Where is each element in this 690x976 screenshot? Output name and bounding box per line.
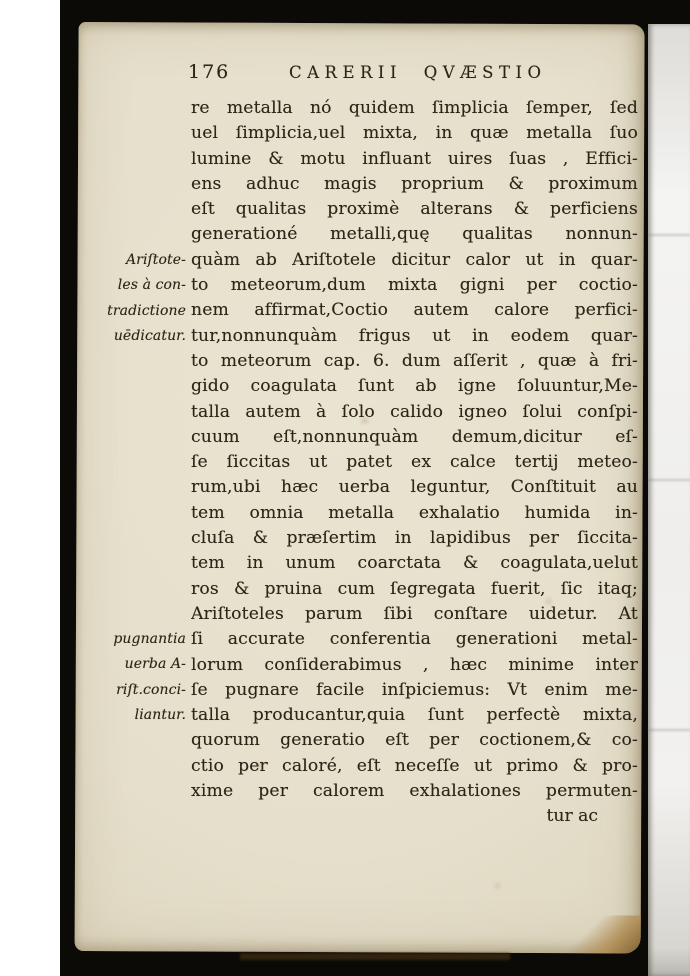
text-line: rum,ubi hæc uerba leguntur, Conſtituit au [191, 477, 638, 498]
margin-note-line: Ariſtote- [125, 252, 186, 268]
margin-note-line: uerba A- [124, 656, 186, 673]
text-line: uel ſimplicia,uel mixta, in quæ metalla ſuo [191, 123, 638, 144]
main-text-block [191, 96, 638, 804]
text-line: ctio per caloré, eſt neceſſe ut primo & pro- [191, 755, 638, 776]
margin-note-line: tradictione [107, 302, 186, 319]
text-line: cuum eſt,nonnunquàm demum,dicitur eſ- [191, 426, 638, 447]
text-line: ros & pruina cum ſegregata fuerit, ſic itaq; [191, 578, 638, 599]
margin-note-line: pugnantia [113, 631, 186, 647]
text-line: ens adhuc magis proprium & proximum [191, 173, 638, 194]
book-backdrop-top-right [645, 0, 690, 26]
edge-streak [648, 729, 690, 731]
text-line: tur,nonnunquàm frigus ut in eodem quar- [191, 325, 638, 346]
text-line: quàm ab Ariſtotele dicitur calor ut in quar- [191, 249, 638, 270]
edge-streak [648, 479, 690, 481]
margin-note-conflicting-words-reconciled [94, 627, 186, 728]
text-line: ſi accurate conferentia generationi metal- [191, 629, 638, 650]
margin-note-aristotle-vindicated [94, 248, 186, 349]
text-line: gido coagulata ſunt ab igne ſoluuntur,Me- [191, 376, 638, 397]
text-line: ſe ſiccitas ut patet ex calce tertij meteo- [191, 452, 638, 473]
text-line: eſt qualitas proximè alterans & perficiens [191, 199, 638, 220]
text-line: lumine & motu influant uires ſuas , Effici- [191, 148, 638, 169]
margin-note-line: les à con- [117, 277, 186, 294]
text-line: Ariſtoteles parum ſibi conſtare uidetur. At [191, 603, 638, 624]
margin-note-line: riſt.conci- [116, 681, 186, 698]
catchword: tur ac [546, 806, 598, 826]
page-bottom-shadow [240, 953, 510, 960]
margin-note-line: liantur. [134, 706, 186, 723]
worn-corner [565, 915, 645, 953]
text-line: lorum conſiderabimus , hæc minime inter [191, 654, 638, 675]
text-line: quorum generatio eſt per coctionem,& co- [191, 730, 638, 751]
text-line: talla autem à ſolo calido igneo ſolui conſpi- [191, 401, 638, 422]
text-line: ſe pugnare facile inſpiciemus: Vt enim me- [191, 679, 638, 700]
text-line: to meteorum cap. 6. dum aſſerit , quæ à fri- [191, 350, 638, 371]
text-line: nem affirmat,Coctio autem calore perfici- [191, 300, 638, 321]
page-number: 176 [188, 61, 231, 83]
running-header: CARERII QVÆSTIO [289, 63, 547, 82]
text-line: xime per calorem exhalationes permuten- [191, 781, 638, 802]
ink-offset-stain [391, 30, 581, 46]
text-line: talla producantur,quia ſunt perfectè mixta, [191, 705, 638, 726]
margin-note-line: uēdicatur. [113, 327, 186, 344]
text-line: cluſa & præſertim in lapidibus per ſiccita- [191, 528, 638, 549]
text-line: re metalla nó quidem ſimplicia ſemper, ſed [191, 98, 638, 118]
foxing-spot [495, 884, 500, 888]
text-line: generationé metalli,quę qualitas nonnun- [191, 224, 638, 245]
text-line: tem in unum coarctata & coagulata,uelut [191, 553, 638, 574]
edge-streak [648, 234, 690, 236]
page-fore-edge-strip [648, 24, 690, 976]
text-line: tem omnia metalla exhalatio humida in- [191, 502, 638, 523]
text-line: to meteorum,dum mixta gigni per coctio- [191, 275, 638, 296]
